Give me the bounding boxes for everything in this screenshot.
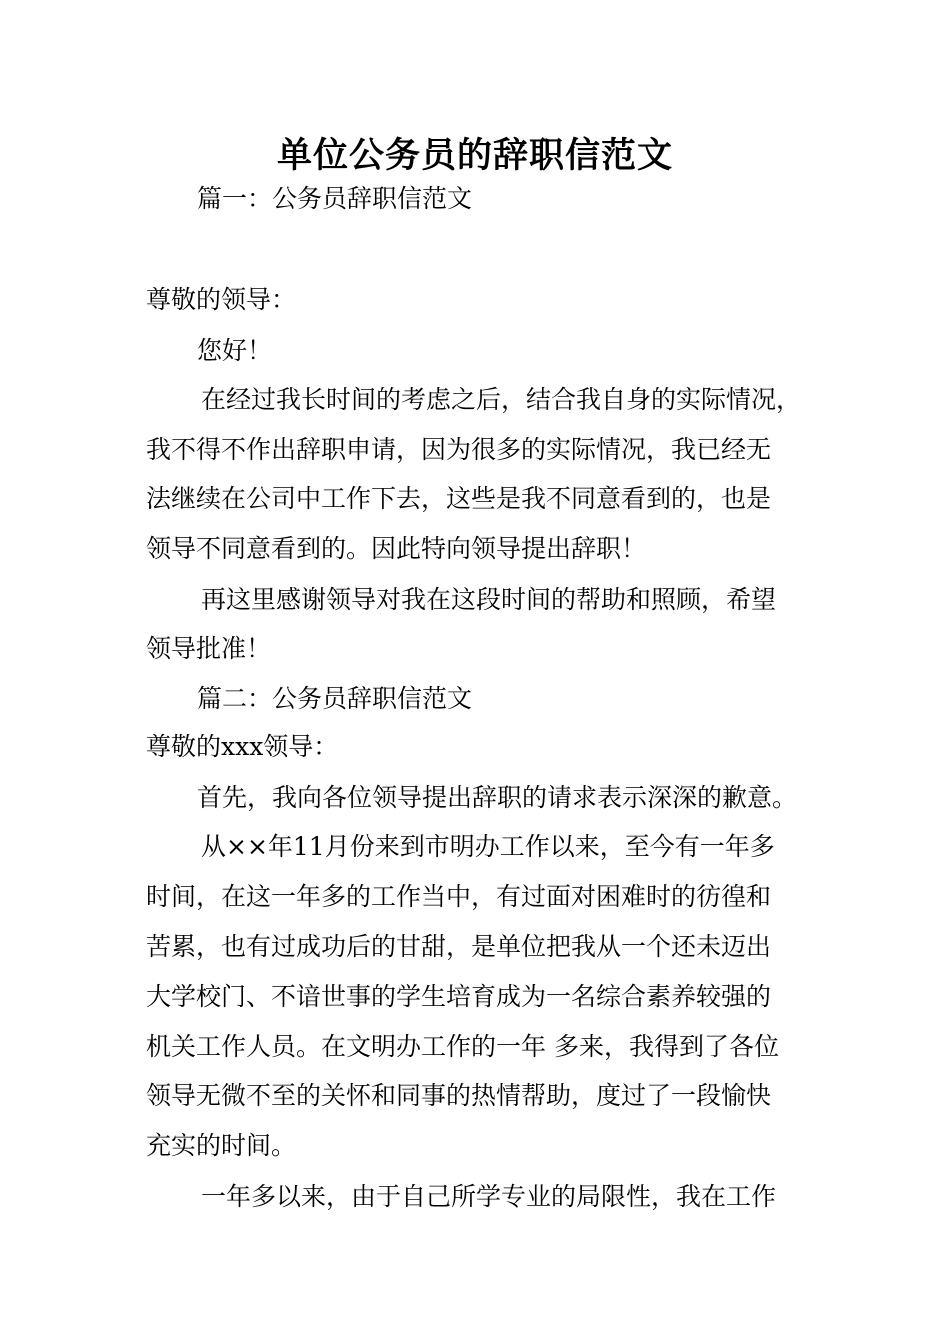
section2-para3-line: 一年多以来，由于自己所学专业的局限性，我在工作 bbox=[201, 1182, 777, 1211]
section2-para2-line: 从××年11月份来到市明办工作以来，至今有一年多 bbox=[201, 832, 775, 861]
section1-para1-line: 领导不同意看到的。因此特向领导提出辞职！ bbox=[146, 534, 647, 563]
section2-para2-line: 机关工作人员。在文明办工作的一年 多来，我得到了各位 bbox=[146, 1032, 779, 1061]
section2-para1: 首先，我向各位领导提出辞职的请求表示深深的歉意。 bbox=[197, 783, 798, 812]
section2-para2-line: 时间，在这一年多的工作当中，有过面对困难时的彷徨和 bbox=[146, 882, 772, 911]
section2-para2-line: 苦累，也有过成功后的甘甜，是单位把我从一个还未迈出 bbox=[146, 932, 772, 961]
section1-para1-line: 我不得不作出辞职申请，因为很多的实际情况，我已经无 bbox=[146, 435, 772, 464]
section2-para2-line: 充实的时间。 bbox=[146, 1131, 297, 1160]
section1-heading: 篇一：公务员辞职信范文 bbox=[197, 184, 473, 213]
section1-para2-line: 再这里感谢领导对我在这段时间的帮助和照顾，希望 bbox=[201, 585, 777, 614]
section1-para2-line: 领导批准！ bbox=[146, 634, 272, 663]
section2-heading: 篇二：公务员辞职信范文 bbox=[197, 684, 473, 713]
document-title: 单位公务员的辞职信范文 bbox=[276, 136, 673, 176]
section2-para2-line: 领导无微不至的关怀和同事的热情帮助，度过了一段愉快 bbox=[146, 1081, 772, 1110]
section1-para1-line: 在经过我长时间的考虑之后，结合我自身的实际情况， bbox=[201, 385, 802, 414]
section1-greeting: 您好！ bbox=[197, 336, 273, 365]
section2-para2-line: 大学校门、不谙世事的学生培育成为一名综合素养较强的 bbox=[146, 982, 772, 1011]
section1-salutation: 尊敬的领导： bbox=[146, 285, 297, 314]
section1-para1-line: 法继续在公司中工作下去，这些是我不同意看到的，也是 bbox=[146, 484, 772, 513]
section2-salutation: 尊敬的xxx领导： bbox=[146, 732, 339, 761]
